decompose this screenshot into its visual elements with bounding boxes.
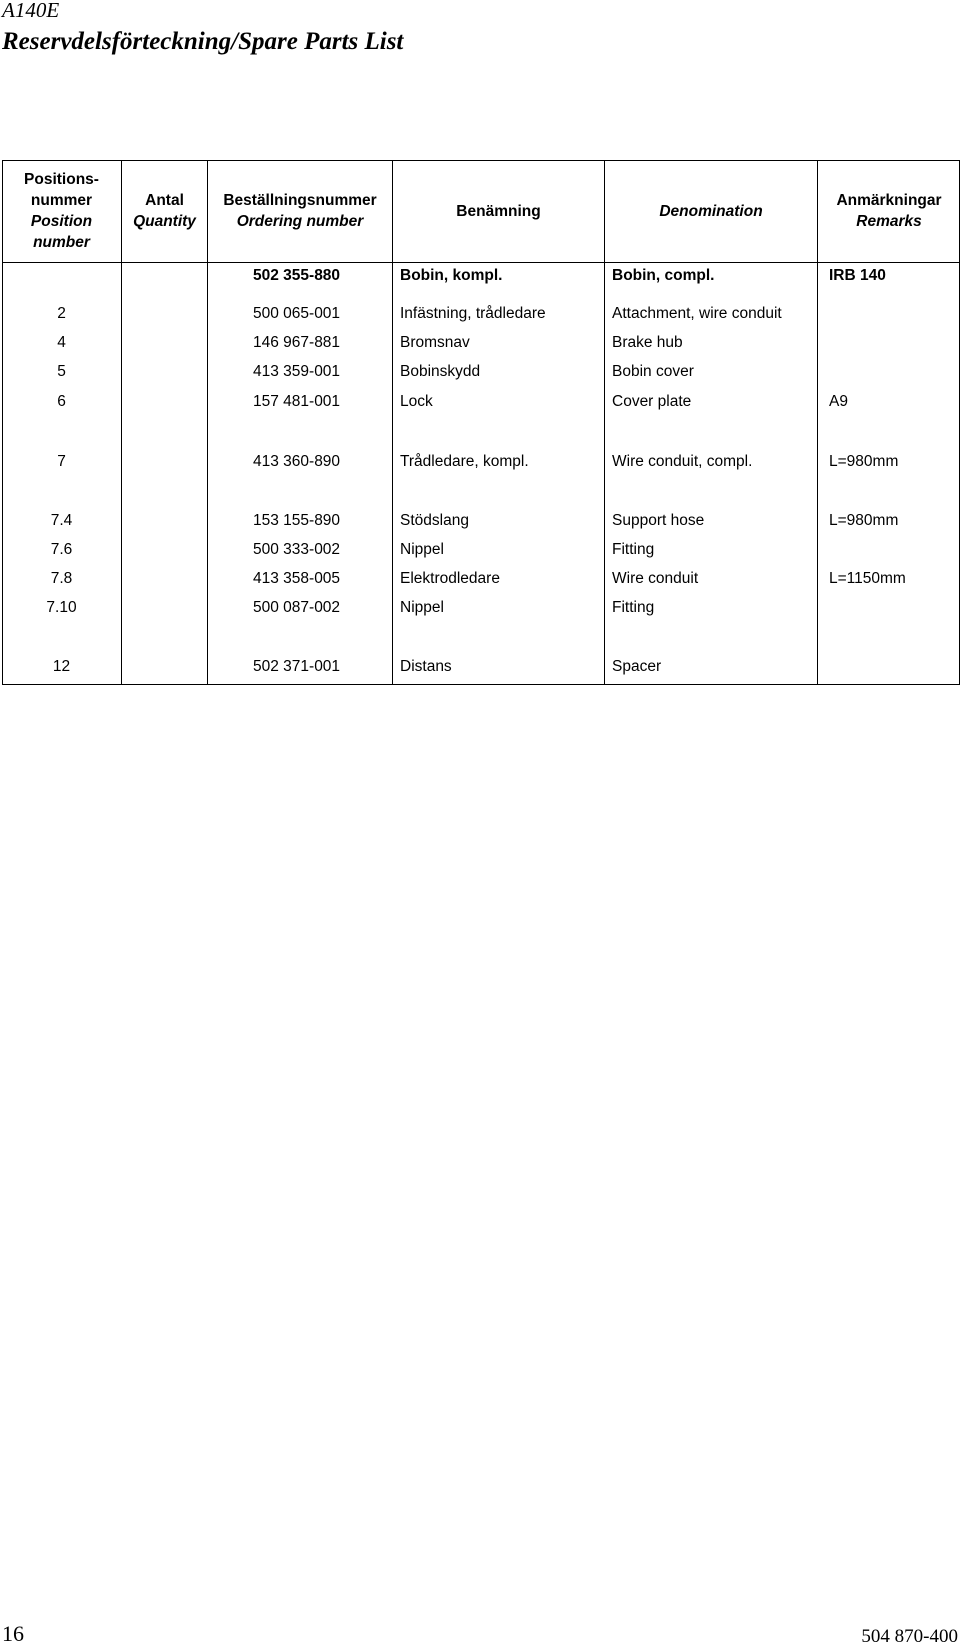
header-text: number [33, 234, 90, 251]
cell-ordering-number: 500 065-001 [253, 305, 341, 322]
column-header-quantity [122, 160, 207, 262]
cell-benamning: Bromsnav [400, 334, 470, 351]
cell-remarks: L=980mm [829, 512, 899, 529]
cell-denomination: Wire conduit [612, 570, 699, 587]
cell-denomination: Brake hub [612, 334, 683, 351]
cell-benamning: Bobinskydd [400, 363, 481, 380]
cell-benamning: Lock [400, 393, 433, 410]
cell-benamning: Elektrodledare [400, 570, 500, 587]
cell-remarks: IRB 140 [829, 267, 886, 284]
column-header-ordering-number [208, 160, 392, 262]
header-text: Ordering number [236, 213, 364, 230]
cell-ordering-number: 502 355-880 [253, 267, 341, 284]
cell-position: 7 [57, 453, 66, 470]
cell-benamning: Nippel [400, 541, 444, 558]
cell-denomination: Bobin cover [612, 363, 694, 380]
cell-benamning: Bobin, kompl. [400, 267, 503, 284]
cell-position: 7.4 [50, 512, 73, 529]
cell-benamning: Nippel [400, 599, 444, 616]
cell-benamning: Infästning, trådledare [400, 305, 546, 322]
cell-ordering-number: 153 155-890 [253, 512, 341, 529]
cell-ordering-number: 157 481-001 [253, 393, 341, 410]
cell-position: 7.10 [46, 599, 77, 616]
cell-remarks: A9 [829, 393, 848, 410]
cell-denomination: Wire conduit, compl. [612, 453, 753, 470]
column-header-position [2, 160, 121, 262]
cell-remarks: L=980mm [829, 453, 899, 470]
cell-position: 5 [57, 363, 66, 380]
header-text: Position [30, 213, 93, 230]
cell-benamning: Distans [400, 658, 452, 675]
cell-denomination: Attachment, wire conduit [612, 305, 782, 322]
header-text: Quantity [133, 213, 196, 230]
document-title: Reservdelsförteckning/Spare Parts List [2, 28, 404, 55]
column-header-benamning [393, 160, 604, 262]
header-text: Denomination [659, 202, 763, 220]
cell-ordering-number: 413 359-001 [253, 363, 341, 380]
cell-position: 7.8 [50, 570, 73, 587]
cell-position: 2 [57, 305, 66, 322]
header-text: Anmärkningar [836, 192, 942, 209]
cell-denomination: Fitting [612, 599, 655, 616]
cell-denomination: Spacer [612, 658, 662, 675]
header-text: Remarks [856, 213, 922, 230]
cell-denomination: Fitting [612, 541, 655, 558]
header-text: Beställningsnummer [223, 192, 377, 209]
cell-benamning: Trådledare, kompl. [400, 453, 529, 470]
cell-ordering-number: 146 967-881 [253, 334, 341, 351]
document-number: 504 870-400 [861, 1626, 958, 1647]
header-text: Antal [145, 192, 184, 209]
cell-ordering-number: 502 371-001 [253, 658, 341, 675]
cell-denomination: Bobin, compl. [612, 267, 715, 284]
cell-benamning: Stödslang [400, 512, 469, 529]
cell-remarks: L=1150mm [829, 570, 906, 587]
page-number: 16 [2, 1621, 24, 1646]
cell-ordering-number: 500 333-002 [253, 541, 341, 558]
header-text: Positions- [24, 171, 99, 188]
cell-ordering-number: 413 360-890 [253, 453, 341, 470]
column-header-remarks [818, 160, 960, 262]
cell-position: 6 [57, 393, 66, 410]
cell-position: 4 [57, 334, 66, 351]
header-divider [2, 262, 960, 263]
cell-position: 7.6 [50, 541, 73, 558]
cell-ordering-number: 413 358-005 [253, 570, 341, 587]
cell-position: 12 [52, 658, 71, 675]
cell-denomination: Support hose [612, 512, 705, 529]
cell-ordering-number: 500 087-002 [253, 599, 341, 616]
column-header-denomination [605, 160, 817, 262]
document-code: A140E [2, 0, 60, 22]
cell-denomination: Cover plate [612, 393, 692, 410]
header-text: Benämning [456, 202, 541, 220]
header-text: nummer [30, 192, 93, 209]
